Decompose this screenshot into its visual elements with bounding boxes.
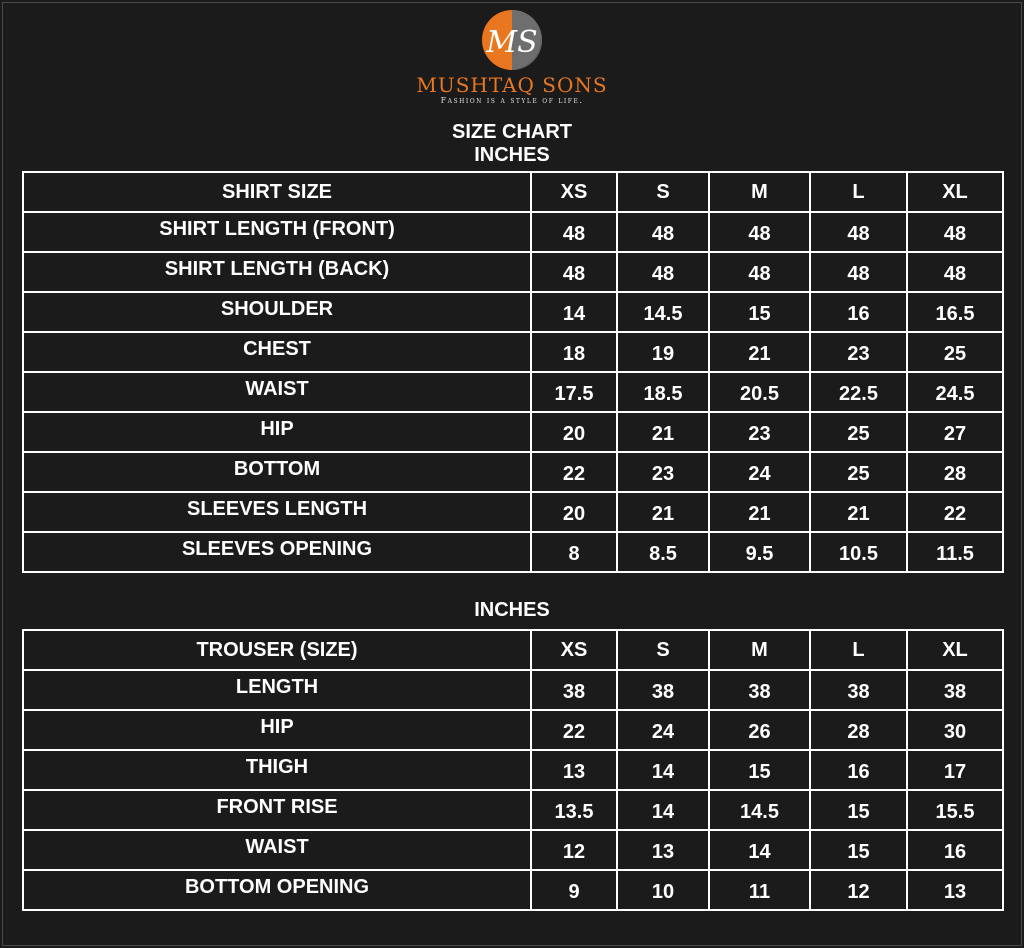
cell-text: 13 (651, 841, 675, 863)
cell-text: SHIRT SIZE (221, 181, 332, 203)
measurement-value (531, 252, 617, 292)
measurement-label (23, 830, 531, 870)
measurement-value (810, 252, 907, 292)
cell-text: 13.5 (554, 801, 594, 823)
cell-text: TROUSER (SIZE) (196, 639, 358, 661)
cell-text: 11.5 (936, 543, 974, 565)
measurement-value (531, 790, 617, 830)
cell-text: 28 (847, 721, 870, 743)
measurement-value (617, 492, 709, 532)
shirt-unit-label: INCHES (474, 144, 550, 166)
measurement-value (531, 452, 617, 492)
measurement-value (810, 212, 907, 252)
table-row (23, 750, 1003, 790)
measurement-value (709, 670, 810, 710)
cell-text: 20 (562, 423, 586, 445)
cell-text: 15 (847, 841, 870, 863)
cell-text: S (656, 639, 670, 661)
table-row (23, 830, 1003, 870)
measurement-value (531, 412, 617, 452)
cell-text: XL (942, 181, 968, 203)
cell-text: 48 (651, 223, 675, 245)
table-row (23, 532, 1003, 572)
cell-text: SHIRT LENGTH (FRONT) (159, 218, 395, 240)
measurement-label (23, 452, 531, 492)
cell-text: FRONT RISE (216, 796, 338, 818)
measurement-value (709, 830, 810, 870)
cell-text: 30 (943, 721, 967, 743)
cell-text: 48 (748, 223, 771, 245)
measurement-value (709, 492, 810, 532)
cell-text: 14.5 (740, 801, 779, 823)
measurement-value (709, 452, 810, 492)
cell-text: SLEEVES OPENING (181, 538, 373, 560)
measurement-label (23, 212, 531, 252)
cell-text: 13 (562, 761, 586, 783)
cell-text: 48 (847, 263, 870, 285)
measurement-value (907, 670, 1003, 710)
measurement-value (907, 212, 1003, 252)
measurement-value (709, 372, 810, 412)
cell-text: 14 (562, 303, 586, 325)
table-row (23, 670, 1003, 710)
trouser-size-table (22, 629, 1004, 911)
measurement-value (531, 532, 617, 572)
column-header-size (617, 630, 709, 670)
cell-text: 14 (651, 801, 675, 823)
cell-text: 25 (847, 463, 870, 485)
cell-text: 21 (748, 343, 771, 365)
measurement-value (810, 452, 907, 492)
cell-text: 48 (748, 263, 771, 285)
cell-text: SHIRT LENGTH (BACK) (164, 258, 390, 280)
measurement-value (810, 750, 907, 790)
measurement-label (23, 492, 531, 532)
cell-text: 22.5 (839, 383, 878, 405)
measurement-value (709, 870, 810, 910)
cell-text: 11 (748, 881, 771, 903)
measurement-label (23, 372, 531, 412)
measurement-value (617, 870, 709, 910)
cell-text: L (852, 639, 865, 661)
cell-text: 20 (562, 503, 586, 525)
cell-text: 13 (943, 881, 967, 903)
cell-text: 22 (943, 503, 967, 525)
cell-text: 18 (562, 343, 586, 365)
cell-text: 48 (651, 263, 675, 285)
cell-text: M (751, 181, 768, 203)
cell-text: SHOULDER (220, 298, 334, 320)
cell-text: 17 (943, 761, 967, 783)
cell-text: HIP (260, 418, 294, 440)
measurement-value (617, 710, 709, 750)
cell-text: 19 (651, 343, 675, 365)
measurement-label (23, 412, 531, 452)
table-row (23, 412, 1003, 452)
cell-text: 48 (562, 263, 586, 285)
measurement-value (810, 532, 907, 572)
measurement-value (810, 492, 907, 532)
chart-title: SIZE CHART (452, 121, 572, 143)
cell-text: 21 (651, 423, 675, 445)
measurement-value (617, 212, 709, 252)
svg-text:MS: MS (486, 25, 538, 60)
measurement-label (23, 870, 531, 910)
measurement-value (810, 710, 907, 750)
measurement-value (810, 790, 907, 830)
measurement-value (617, 252, 709, 292)
measurement-value (617, 412, 709, 452)
cell-text: 8.5 (649, 543, 677, 565)
measurement-value (617, 372, 709, 412)
cell-text: 16.5 (935, 303, 975, 325)
table-row (23, 372, 1003, 412)
cell-text: 21 (651, 503, 675, 525)
measurement-value (810, 830, 907, 870)
measurement-value (617, 332, 709, 372)
cell-text: 20.5 (740, 383, 779, 405)
measurement-value (709, 332, 810, 372)
cell-text: 38 (651, 681, 675, 703)
cell-text: 25 (943, 343, 967, 365)
cell-text: 27 (943, 423, 967, 445)
measurement-label (23, 332, 531, 372)
measurement-value (810, 292, 907, 332)
brand-name: MUSHTAQ SONS (416, 73, 608, 97)
cell-text: 9.5 (745, 543, 774, 565)
cell-text: 15.5 (935, 801, 975, 823)
table-header-row (23, 172, 1003, 212)
cell-text: 48 (562, 223, 586, 245)
measurement-value (531, 750, 617, 790)
measurement-value (531, 332, 617, 372)
measurement-value (531, 372, 617, 412)
cell-text: 12 (847, 881, 870, 903)
cell-text: XS (560, 181, 588, 203)
cell-text: 15 (847, 801, 870, 823)
trouser-unit-label: INCHES (474, 599, 550, 621)
measurement-value (709, 532, 810, 572)
cell-text: 16 (847, 761, 870, 783)
cell-text: 48 (943, 263, 967, 285)
cell-text: 48 (943, 223, 967, 245)
measurement-label (23, 252, 531, 292)
measurement-value (709, 212, 810, 252)
measurement-value (617, 452, 709, 492)
measurement-value (907, 710, 1003, 750)
cell-text: 24.5 (935, 383, 975, 405)
cell-text: 48 (847, 223, 870, 245)
cell-text: 12 (562, 841, 586, 863)
brand-logo (0, 8, 1024, 106)
measurement-label (23, 292, 531, 332)
measurement-value (810, 870, 907, 910)
cell-text: 14.5 (643, 303, 683, 325)
cell-text: 24 (651, 721, 675, 743)
measurement-value (907, 492, 1003, 532)
cell-text: CHEST (243, 338, 311, 360)
column-header-size (709, 172, 810, 212)
measurement-value (810, 372, 907, 412)
cell-text: 15 (748, 761, 771, 783)
measurement-value (907, 412, 1003, 452)
table-row (23, 292, 1003, 332)
measurement-value (907, 452, 1003, 492)
measurement-label (23, 790, 531, 830)
measurement-value (531, 492, 617, 532)
measurement-value (531, 830, 617, 870)
measurement-value (531, 870, 617, 910)
measurement-label (23, 532, 531, 572)
column-header-size (907, 630, 1003, 670)
measurement-value (709, 292, 810, 332)
cell-text: 21 (847, 503, 870, 525)
column-header-size (617, 172, 709, 212)
column-header-size (709, 630, 810, 670)
measurement-value (907, 750, 1003, 790)
measurement-value (531, 710, 617, 750)
cell-text: 38 (943, 681, 967, 703)
measurement-value (907, 372, 1003, 412)
column-header-measurement (23, 172, 531, 212)
measurement-value (531, 292, 617, 332)
measurement-value (617, 532, 709, 572)
measurement-value (617, 670, 709, 710)
cell-text: 10 (651, 881, 675, 903)
cell-text: 10.5 (839, 543, 878, 565)
cell-text: 22 (562, 721, 586, 743)
table-row (23, 252, 1003, 292)
cell-text: 23 (651, 463, 675, 485)
table-row (23, 452, 1003, 492)
ms-monogram-icon (480, 8, 544, 72)
cell-text: 15 (748, 303, 771, 325)
shirt-size-table (22, 171, 1004, 573)
column-header-size (810, 630, 907, 670)
cell-text: 14 (748, 841, 771, 863)
table-row (23, 710, 1003, 750)
measurement-value (810, 412, 907, 452)
measurement-value (907, 252, 1003, 292)
cell-text: 25 (847, 423, 870, 445)
measurement-value (709, 412, 810, 452)
brand-tagline: Fashion is a style of life. (440, 96, 584, 105)
measurement-value (709, 710, 810, 750)
measurement-value (810, 670, 907, 710)
cell-text: WAIST (245, 378, 309, 400)
cell-text: HIP (260, 716, 294, 738)
measurement-value (907, 870, 1003, 910)
cell-text: 38 (562, 681, 586, 703)
measurement-value (709, 790, 810, 830)
table-header-row (23, 630, 1003, 670)
cell-text: 21 (748, 503, 771, 525)
cell-text: THIGH (245, 756, 309, 778)
cell-text: WAIST (245, 836, 309, 858)
cell-text: 14 (651, 761, 675, 783)
cell-text: 17.5 (554, 383, 594, 405)
measurement-label (23, 750, 531, 790)
cell-text: XS (560, 639, 588, 661)
measurement-value (617, 292, 709, 332)
cell-text: M (751, 639, 768, 661)
cell-text: S (656, 181, 670, 203)
measurement-value (531, 670, 617, 710)
cell-text: LENGTH (235, 676, 319, 698)
cell-text: 23 (748, 423, 771, 445)
column-header-size (810, 172, 907, 212)
measurement-value (907, 332, 1003, 372)
table-row (23, 870, 1003, 910)
table-row (23, 790, 1003, 830)
table-row (23, 212, 1003, 252)
cell-text: L (852, 181, 865, 203)
cell-text: 26 (748, 721, 771, 743)
measurement-value (617, 790, 709, 830)
column-header-size (531, 630, 617, 670)
cell-text: XL (942, 639, 968, 661)
column-header-measurement (23, 630, 531, 670)
measurement-value (709, 750, 810, 790)
cell-text: 24 (748, 463, 771, 485)
cell-text: BOTTOM (233, 458, 321, 480)
cell-text: BOTTOM OPENING (184, 876, 370, 898)
cell-text: 23 (847, 343, 870, 365)
measurement-value (907, 790, 1003, 830)
measurement-label (23, 710, 531, 750)
measurement-value (709, 252, 810, 292)
measurement-value (617, 750, 709, 790)
measurement-value (810, 332, 907, 372)
measurement-label (23, 670, 531, 710)
cell-text: 18.5 (643, 383, 683, 405)
measurement-value (531, 212, 617, 252)
cell-text: 22 (562, 463, 586, 485)
cell-text: 16 (847, 303, 870, 325)
cell-text: 9 (568, 881, 580, 903)
cell-text: 28 (943, 463, 967, 485)
column-header-size (531, 172, 617, 212)
cell-text: 8 (568, 543, 580, 565)
column-header-size (907, 172, 1003, 212)
cell-text: 38 (748, 681, 771, 703)
measurement-value (907, 532, 1003, 572)
table-row (23, 492, 1003, 532)
cell-text: 38 (847, 681, 870, 703)
table-row (23, 332, 1003, 372)
measurement-value (907, 830, 1003, 870)
measurement-value (907, 292, 1003, 332)
cell-text: SLEEVES LENGTH (186, 498, 368, 520)
cell-text: 16 (943, 841, 967, 863)
measurement-value (617, 830, 709, 870)
